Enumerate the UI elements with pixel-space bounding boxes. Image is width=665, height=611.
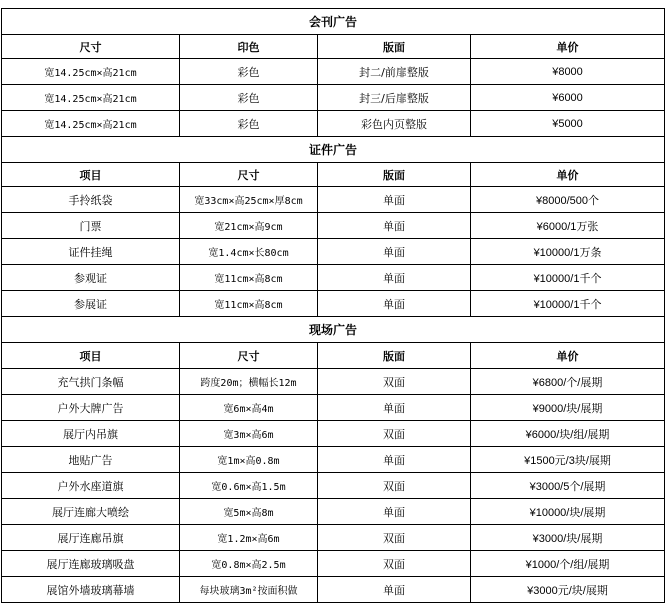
column-header: 项目 [2, 163, 180, 187]
column-header: 单价 [471, 35, 665, 59]
table-row [2, 187, 665, 213]
column-header: 版面 [318, 35, 471, 59]
column-header: 版面 [318, 343, 471, 369]
table-cell: 宽1m×高0.8m [180, 447, 318, 473]
table-row [2, 239, 665, 265]
table-cell: 充气拱门条幅 [2, 369, 180, 395]
table-cell: 宽11cm×高8cm [180, 265, 318, 291]
table-cell: ¥6000/块/组/展期 [471, 421, 665, 447]
table-row [2, 291, 665, 317]
table-cell: 跨度20m；横幅长12m [180, 369, 318, 395]
table-header-row [2, 343, 665, 369]
table-cell: 宽0.6m×高1.5m [180, 473, 318, 499]
table-cell: 展厅连廊吊旗 [2, 525, 180, 551]
table-cell: 参观证 [2, 265, 180, 291]
table-header-row [2, 163, 665, 187]
column-header: 印色 [180, 35, 318, 59]
table-cell: ¥8000/500个 [471, 187, 665, 213]
table-cell: ¥8000 [471, 59, 665, 85]
table-cell: 门票 [2, 213, 180, 239]
column-header: 单价 [471, 343, 665, 369]
table-cell: 单面 [318, 499, 471, 525]
table-cell: 彩色 [180, 59, 318, 85]
table-row [2, 525, 665, 551]
section-title-magazine: 会刊广告 [2, 9, 665, 35]
column-header: 尺寸 [180, 163, 318, 187]
table-cell: ¥10000/1千个 [471, 265, 665, 291]
table-row [2, 59, 665, 85]
table-cell: ¥10000/1千个 [471, 291, 665, 317]
table-cell: 单面 [318, 187, 471, 213]
column-header: 尺寸 [180, 343, 318, 369]
table-cell: 证件挂绳 [2, 239, 180, 265]
table-cell: ¥3000元/块/展期 [471, 577, 665, 603]
table-row [2, 213, 665, 239]
column-header: 版面 [318, 163, 471, 187]
table-cell: 宽21cm×高9cm [180, 213, 318, 239]
table-cell: 展馆外墙玻璃幕墙 [2, 577, 180, 603]
table-cell: 双面 [318, 421, 471, 447]
table-cell: 宽1.4cm×长80cm [180, 239, 318, 265]
table-cell: 户外大牌广告 [2, 395, 180, 421]
table-cell: ¥6000/1万张 [471, 213, 665, 239]
table-row [2, 577, 665, 603]
table-cell: 手拎纸袋 [2, 187, 180, 213]
section-title-row [2, 9, 665, 35]
table-row [2, 85, 665, 111]
table-cell: 展厅内吊旗 [2, 421, 180, 447]
table-cell: ¥6000 [471, 85, 665, 111]
section-title-row [2, 317, 665, 343]
table-cell: 彩色 [180, 111, 318, 137]
table-cell: 宽3m×高6m [180, 421, 318, 447]
table-cell: 展厅连廊玻璃吸盘 [2, 551, 180, 577]
table-cell: 单面 [318, 577, 471, 603]
table-cell: 宽14.25cm×高21cm [2, 111, 180, 137]
table-row [2, 473, 665, 499]
table-cell: 双面 [318, 551, 471, 577]
table-row [2, 369, 665, 395]
table-cell: 每块玻璃3m²按面积做 [180, 577, 318, 603]
table-cell: 宽14.25cm×高21cm [2, 85, 180, 111]
ad-pricing-table [1, 8, 665, 603]
table-cell: 单面 [318, 213, 471, 239]
table-row [2, 551, 665, 577]
table-cell: ¥3000/块/展期 [471, 525, 665, 551]
table-cell: 封三/后扉整版 [318, 85, 471, 111]
column-header: 单价 [471, 163, 665, 187]
table-cell: 单面 [318, 265, 471, 291]
table-cell: ¥6800/个/展期 [471, 369, 665, 395]
table-row [2, 499, 665, 525]
table-cell: 单面 [318, 395, 471, 421]
table-cell: ¥1500元/3块/展期 [471, 447, 665, 473]
table-cell: 宽0.8m×高2.5m [180, 551, 318, 577]
table-cell: ¥1000/个/组/展期 [471, 551, 665, 577]
table-row [2, 421, 665, 447]
table-row [2, 395, 665, 421]
table-row [2, 447, 665, 473]
table-row [2, 111, 665, 137]
table-cell: ¥10000/1万条 [471, 239, 665, 265]
section-title-credentials: 证件广告 [2, 137, 665, 163]
column-header: 项目 [2, 343, 180, 369]
table-cell: ¥3000/5个/展期 [471, 473, 665, 499]
section-title-onsite: 现场广告 [2, 317, 665, 343]
table-header-row [2, 35, 665, 59]
table-cell: 户外水座道旗 [2, 473, 180, 499]
table-cell: 双面 [318, 525, 471, 551]
table-cell: 宽14.25cm×高21cm [2, 59, 180, 85]
table-cell: 单面 [318, 239, 471, 265]
table-cell: 参展证 [2, 291, 180, 317]
table-cell: 双面 [318, 473, 471, 499]
table-cell: 封二/前扉整版 [318, 59, 471, 85]
table-cell: 宽33cm×高25cm×厚8cm [180, 187, 318, 213]
table-row [2, 265, 665, 291]
table-cell: 双面 [318, 369, 471, 395]
table-cell: 宽5m×高8m [180, 499, 318, 525]
table-cell: 展厅连廊大喷绘 [2, 499, 180, 525]
table-cell: 地贴广告 [2, 447, 180, 473]
table-cell: 宽6m×高4m [180, 395, 318, 421]
table-cell: 彩色内页整版 [318, 111, 471, 137]
table-cell: 宽11cm×高8cm [180, 291, 318, 317]
table-cell: 单面 [318, 291, 471, 317]
table-cell: 宽1.2m×高6m [180, 525, 318, 551]
table-cell: ¥10000/块/展期 [471, 499, 665, 525]
table-cell: 彩色 [180, 85, 318, 111]
column-header: 尺寸 [2, 35, 180, 59]
table-cell: ¥5000 [471, 111, 665, 137]
section-title-row [2, 137, 665, 163]
table-cell: ¥9000/块/展期 [471, 395, 665, 421]
table-cell: 单面 [318, 447, 471, 473]
